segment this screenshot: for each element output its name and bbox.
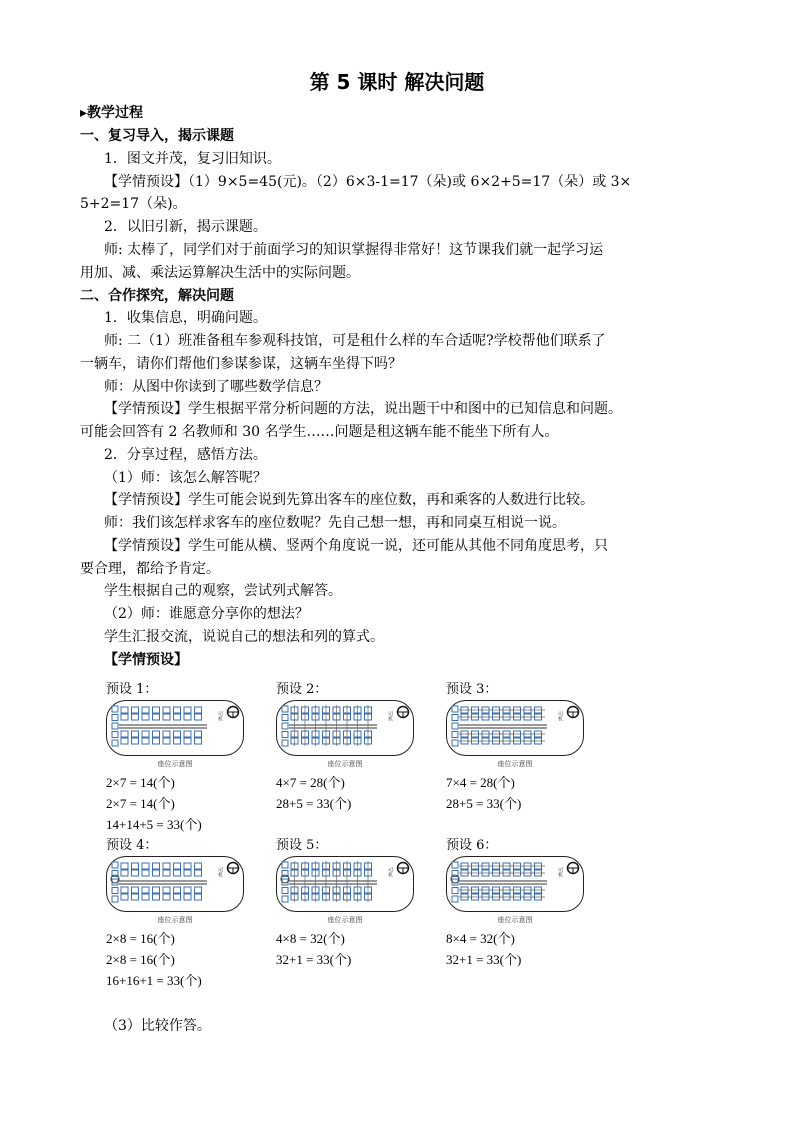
- preset-label: 预设 4：: [106, 838, 158, 853]
- seat: [153, 894, 160, 900]
- seat: [112, 862, 118, 868]
- seat: [195, 731, 202, 737]
- seat: [163, 731, 170, 737]
- page-title: 第 5 课时 解决问题: [309, 70, 485, 94]
- seat: [184, 731, 191, 737]
- seat: [112, 723, 118, 729]
- seat: [132, 894, 139, 900]
- seat: [452, 723, 458, 729]
- seat: [452, 732, 458, 738]
- seat: [132, 870, 139, 876]
- seat: [112, 706, 118, 712]
- seat: [142, 707, 149, 713]
- driver-label: 司机: [557, 867, 563, 877]
- preset-label: 预设 2：: [276, 682, 328, 697]
- seat: [142, 887, 149, 893]
- seat: [184, 887, 191, 893]
- heading-review: 一、复习导入，揭示课题: [80, 128, 234, 144]
- seat: [153, 863, 160, 869]
- driver-label: 司机: [217, 867, 223, 877]
- seat: [163, 714, 170, 720]
- seat: [112, 896, 118, 902]
- bus-seat-diagram: [106, 700, 244, 756]
- seat: [163, 738, 170, 744]
- bus-caption: 座位示意图: [497, 760, 533, 768]
- seat: [174, 707, 181, 713]
- seat: [174, 731, 181, 737]
- seat: [184, 707, 191, 713]
- seat: [195, 870, 202, 876]
- heading-explore: 二、合作探究，解决问题: [80, 288, 234, 304]
- seat: [282, 723, 288, 729]
- seat: [121, 870, 128, 876]
- driver-label: 司机: [557, 711, 563, 721]
- seat: [174, 714, 181, 720]
- equation: 28+5 = 33(个): [446, 796, 522, 811]
- seat: [153, 738, 160, 744]
- seat: [184, 870, 191, 876]
- bus-caption: 座位示意图: [327, 916, 363, 924]
- seat: [121, 863, 128, 869]
- equation: 2×7 = 14(个): [106, 775, 175, 790]
- preset-line-1b: 5+2=17（朵)。: [80, 196, 187, 212]
- preset-line-1: 【学情预设】（1）9×5=45(元)。（2）6×3-1=17（朵)或 6×2+5=17（朵）或 3×: [104, 174, 632, 190]
- preset-line-4: 【学情预设】学生可能从横、竖两个角度说一说，还可能从其他不同角度思考，只: [104, 538, 608, 554]
- equation: 8×4 = 32(个): [446, 931, 515, 946]
- bus-caption: 座位示意图: [157, 760, 193, 768]
- seat: [452, 740, 458, 746]
- equation: 2×8 = 16(个): [106, 952, 175, 967]
- preset-heading: 【学情预设】: [104, 652, 188, 668]
- seat: [163, 863, 170, 869]
- seat: [153, 707, 160, 713]
- seat: [132, 887, 139, 893]
- seat: [282, 896, 288, 902]
- seat: [282, 715, 288, 721]
- seat: [184, 894, 191, 900]
- seat: [142, 731, 149, 737]
- preset-label: 预设 6：: [446, 838, 498, 853]
- seat: [163, 887, 170, 893]
- seat: [153, 714, 160, 720]
- seat: [163, 894, 170, 900]
- seat: [142, 870, 149, 876]
- equation: 28+5 = 33(个): [276, 796, 352, 811]
- seat: [112, 715, 118, 721]
- seat: [163, 870, 170, 876]
- seat: [121, 714, 128, 720]
- seat: [132, 863, 139, 869]
- driver-label: 司机: [217, 711, 223, 721]
- teacher-line-1b: 用加、减、乘法运算解决生活中的实际问题。: [80, 265, 360, 281]
- seat: [195, 887, 202, 893]
- bus-caption: 座位示意图: [327, 760, 363, 768]
- seat: [142, 863, 149, 869]
- equation: 4×7 = 28(个): [276, 775, 345, 790]
- step-collect: 1．收集信息，明确问题。: [104, 310, 267, 326]
- seat: [112, 740, 118, 746]
- seat: [174, 738, 181, 744]
- seat: [174, 894, 181, 900]
- seat: [174, 887, 181, 893]
- student-line-2: 学生汇报交流，说说自己的想法和列的算式。: [104, 629, 384, 645]
- seat: [132, 738, 139, 744]
- seat: [112, 732, 118, 738]
- teacher-line-1: 师: 太棒了，同学们对于前面学习的知识掌握得非常好！这节课我们就一起学习运: [104, 242, 604, 258]
- bus-caption: 座位示意图: [157, 916, 193, 924]
- question-1: （1）师：该怎么解答呢？: [104, 470, 267, 486]
- preset-line-4b: 要合理，都给予肯定。: [80, 561, 220, 577]
- equation: 32+1 = 33(个): [446, 952, 522, 967]
- seat: [282, 706, 288, 712]
- seat: [452, 896, 458, 902]
- seat: [121, 887, 128, 893]
- seat: [184, 714, 191, 720]
- seat: [153, 731, 160, 737]
- seat: [153, 887, 160, 893]
- seat: [153, 870, 160, 876]
- seat: [142, 894, 149, 900]
- seat: [195, 863, 202, 869]
- seat: [195, 714, 202, 720]
- bus-seat-diagram: [276, 856, 414, 912]
- preset-line-2b: 可能会回答有 2 名教师和 30 名学生……问题是租这辆车能不能坐下所有人。: [80, 424, 559, 440]
- teacher-line-3: 师：从图中你读到了哪些数学信息？: [104, 379, 328, 395]
- seat: [282, 862, 288, 868]
- equation: 2×7 = 14(个): [106, 796, 175, 811]
- seat: [195, 707, 202, 713]
- preset-line-2: 【学情预设】学生根据平常分析问题的方法，说出题干中和图中的已知信息和问题。: [104, 401, 622, 417]
- seat: [452, 715, 458, 721]
- seat: [452, 706, 458, 712]
- seat: [112, 888, 118, 894]
- step-2: 2．以旧引新，揭示课题。: [104, 219, 267, 235]
- seat: [184, 738, 191, 744]
- seat: [174, 863, 181, 869]
- preset-line-3: 【学情预设】学生可能会说到先算出客车的座位数，再和乘客的人数进行比较。: [104, 492, 594, 508]
- seat: [282, 740, 288, 746]
- equation: 32+1 = 33(个): [276, 952, 352, 967]
- seat: [121, 707, 128, 713]
- driver-label: 司机: [387, 711, 393, 721]
- bus-seat-diagram: [446, 856, 584, 912]
- seat: [174, 870, 181, 876]
- seat: [121, 738, 128, 744]
- teacher-line-4: 师：我们该怎样求客车的座位数呢？先自己想一想，再和同桌互相说一说。: [104, 515, 566, 531]
- bus-seat-diagram: [276, 700, 414, 756]
- seat: [142, 714, 149, 720]
- preset-label: 预设 1：: [106, 682, 158, 697]
- seat: [452, 888, 458, 894]
- bus-caption: 座位示意图: [497, 916, 533, 924]
- equation: 4×8 = 32(个): [276, 931, 345, 946]
- seat: [282, 888, 288, 894]
- seat: [132, 707, 139, 713]
- preset-label: 预设 3：: [446, 682, 498, 697]
- seat: [184, 863, 191, 869]
- teacher-line-2: 师: 二（1）班准备租车参观科技馆，可是租什么样的车合适呢?学校帮他们联系了: [104, 333, 606, 349]
- driver-label: 司机: [387, 867, 393, 877]
- seat: [121, 894, 128, 900]
- seat: [142, 738, 149, 744]
- student-line-1: 学生根据自己的观察，尝试列式解答。: [104, 583, 342, 599]
- step-compare: （3）比较作答。: [104, 1018, 211, 1034]
- equation: 16+16+1 = 33(个): [106, 973, 202, 988]
- seat: [121, 731, 128, 737]
- equation: 7×4 = 28(个): [446, 775, 515, 790]
- equation: 14+14+5 = 33(个): [106, 817, 202, 832]
- seat: [195, 894, 202, 900]
- seat: [132, 714, 139, 720]
- preset-label: 预设 5：: [276, 838, 328, 853]
- bus-seat-diagram: [106, 856, 244, 912]
- step-1: 1．图文并茂，复习旧知识。: [104, 151, 281, 167]
- step-share: 2．分享过程，感悟方法。: [104, 447, 267, 463]
- seat: [282, 732, 288, 738]
- seat: [195, 738, 202, 744]
- question-2: （2）师：谁愿意分享你的想法？: [104, 606, 309, 622]
- bus-seat-diagram: [446, 700, 584, 756]
- seat: [163, 707, 170, 713]
- equation: 2×8 = 16(个): [106, 931, 175, 946]
- seat: [452, 862, 458, 868]
- teacher-line-2b: 一辆车，请你们帮他们参谋参谋，这辆车坐得下吗？: [80, 356, 402, 372]
- seat: [132, 731, 139, 737]
- section-teaching-process: ▸教学过程: [80, 105, 144, 121]
